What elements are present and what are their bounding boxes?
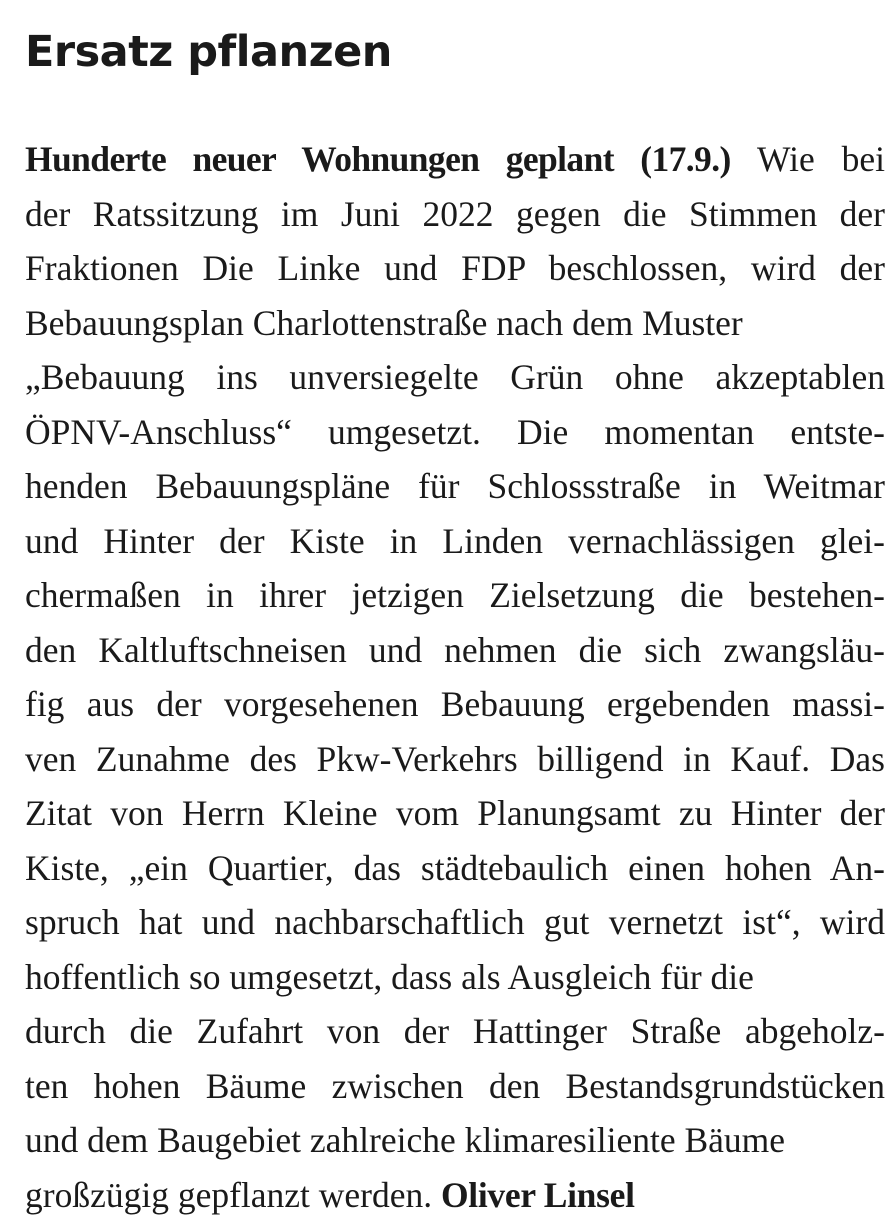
letter-line: fig aus der vorgesehenen Bebauung ergebenden massi- bbox=[25, 677, 885, 732]
letter-headline: Ersatz pflanzen bbox=[25, 24, 885, 80]
letter-line: spruch hat und nachbarschaftlich gut vernetzt ist“, wird bbox=[25, 895, 885, 950]
reader-letter bbox=[25, 24, 885, 1222]
letter-line: durch die Zufahrt von der Hattinger Straße abgeholz- bbox=[25, 1004, 885, 1059]
letter-line: Fraktionen Die Linke und FDP beschlossen, wird der bbox=[25, 241, 885, 296]
letter-line: und Hinter der Kiste in Linden vernachlässigen glei- bbox=[25, 514, 885, 569]
letter-text: Wie bei bbox=[731, 139, 885, 179]
letter-line: henden Bebauungspläne für Schlossstraße in Weitmar bbox=[25, 459, 885, 514]
letter-line: chermaßen in ihrer jetzigen Zielsetzung die bestehen- bbox=[25, 568, 885, 623]
letter-line bbox=[25, 1168, 885, 1222]
letter-line: den Kaltluftschneisen und nehmen die sich zwangsläu- bbox=[25, 623, 885, 678]
letter-text: großzügig gepflanzt werden. bbox=[25, 1175, 441, 1215]
letter-line: der Ratssitzung im Juni 2022 gegen die Stimmen der bbox=[25, 187, 885, 242]
letter-line: Zitat von Herrn Kleine vom Planungsamt zu Hinter der bbox=[25, 786, 885, 841]
letter-line: Kiste, „ein Quartier, das städtebaulich einen hohen An- bbox=[25, 841, 885, 896]
letter-line: und dem Baugebiet zahlreiche klimaresiliente Bäume bbox=[25, 1113, 885, 1168]
letter-line bbox=[25, 132, 885, 187]
letter-line: Bebauungsplan Charlottenstraße nach dem Muster bbox=[25, 296, 885, 351]
letter-line: ten hohen Bäume zwischen den Bestandsgrundstücken bbox=[25, 1059, 885, 1114]
letter-line: ÖPNV-Anschluss“ umgesetzt. Die momentan entste- bbox=[25, 405, 885, 460]
letter-line: hoffentlich so umgesetzt, dass als Ausgleich für die bbox=[25, 950, 885, 1005]
author-name: Oliver Linsel bbox=[441, 1175, 635, 1215]
letter-body bbox=[25, 132, 885, 1222]
letter-line: ven Zunahme des Pkw-Verkehrs billigend in Kauf. Das bbox=[25, 732, 885, 787]
letter-line: „Bebauung ins unversiegelte Grün ohne akzeptablen bbox=[25, 350, 885, 405]
article-reference: Hunderte neuer Wohnungen geplant (17.9.) bbox=[25, 139, 731, 179]
